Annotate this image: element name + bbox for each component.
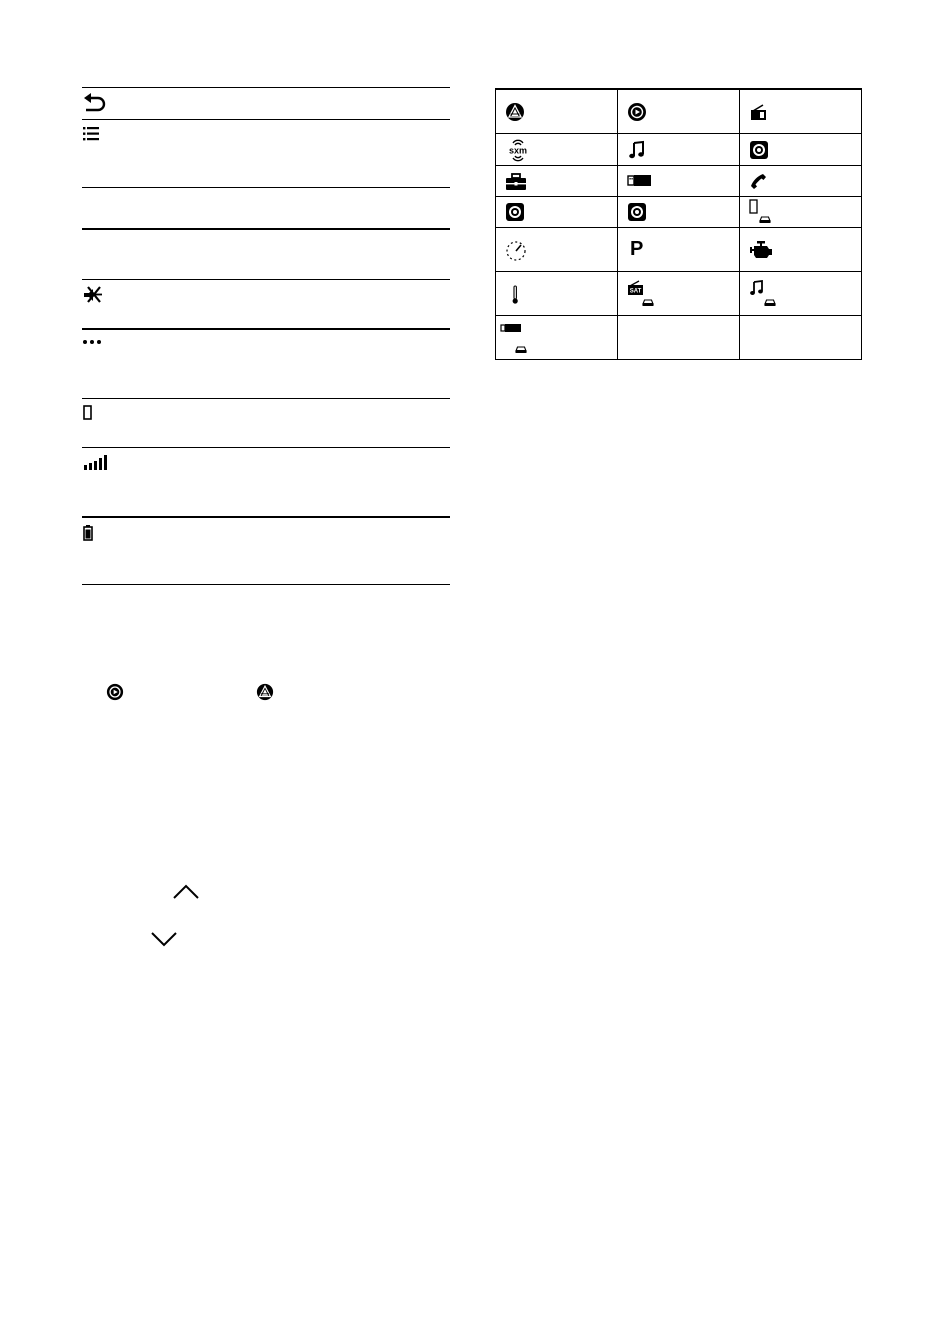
apple-carplay-icon bbox=[627, 102, 647, 122]
grid-row bbox=[496, 196, 862, 227]
list-row-signal bbox=[82, 447, 450, 516]
battery-icon bbox=[82, 523, 108, 543]
grid-cell bbox=[496, 165, 618, 196]
grid-cell bbox=[740, 133, 862, 165]
grid-cell bbox=[740, 271, 862, 315]
grid-cell bbox=[740, 89, 862, 133]
disc-icon bbox=[749, 140, 769, 160]
grid-row bbox=[496, 89, 862, 133]
grid-cell bbox=[618, 196, 740, 227]
grid-row bbox=[496, 133, 862, 165]
list-row-blank-1 bbox=[82, 187, 450, 228]
list-row-back bbox=[82, 87, 450, 119]
toolbox-icon bbox=[505, 172, 527, 192]
grid-cell bbox=[496, 227, 618, 271]
apple-carplay-icon bbox=[106, 683, 124, 701]
grid-cell bbox=[618, 133, 740, 165]
grid-cell bbox=[618, 271, 740, 315]
sat-label: SAT bbox=[629, 288, 642, 294]
chevron-down-icon bbox=[150, 930, 178, 948]
grid-cell bbox=[496, 89, 618, 133]
usb-car-icon bbox=[500, 322, 530, 354]
disc-icon bbox=[627, 202, 647, 222]
list-icon bbox=[82, 125, 108, 145]
mute-icon bbox=[82, 285, 108, 305]
siriusxm-icon bbox=[505, 138, 531, 162]
icon-description-list bbox=[82, 87, 450, 585]
usb-icon bbox=[627, 173, 653, 189]
list-row-blank-2 bbox=[82, 228, 450, 279]
grid-cell bbox=[496, 271, 618, 315]
grid-cell bbox=[618, 89, 740, 133]
grid-cell bbox=[740, 227, 862, 271]
thermometer-icon bbox=[505, 284, 525, 306]
disc-icon bbox=[505, 202, 525, 222]
grid-cell bbox=[618, 227, 740, 271]
back-arrow-icon bbox=[82, 93, 108, 113]
phone-icon bbox=[82, 404, 108, 424]
android-auto-icon bbox=[256, 683, 274, 701]
list-row-more bbox=[82, 328, 450, 398]
music-car-icon bbox=[749, 278, 779, 308]
sxm-label: sxm bbox=[508, 145, 528, 155]
list-row-mute bbox=[82, 279, 450, 328]
phone-car-icon bbox=[749, 199, 775, 225]
grid-row bbox=[496, 271, 862, 315]
list-row-battery bbox=[82, 516, 450, 585]
grid-cell bbox=[740, 165, 862, 196]
list-row-phone bbox=[82, 398, 450, 447]
android-auto-icon bbox=[505, 102, 525, 122]
grid-cell bbox=[740, 196, 862, 227]
more-options-icon bbox=[82, 335, 108, 355]
parking-icon: P bbox=[630, 237, 644, 260]
list-row-list bbox=[82, 119, 450, 187]
source-icon-grid bbox=[495, 88, 862, 360]
speedometer-icon bbox=[505, 240, 527, 262]
phone-handset-icon bbox=[749, 172, 769, 192]
grid-cell bbox=[496, 196, 618, 227]
signal-strength-icon bbox=[82, 453, 108, 473]
chevron-up-icon bbox=[172, 883, 200, 901]
engine-icon bbox=[749, 239, 775, 261]
grid-cell bbox=[496, 133, 618, 165]
grid-cell bbox=[496, 315, 618, 359]
radio-icon bbox=[749, 102, 769, 122]
grid-cell-empty bbox=[740, 315, 862, 359]
grid-row bbox=[496, 165, 862, 196]
music-note-icon bbox=[627, 140, 647, 160]
grid-row bbox=[496, 227, 862, 271]
grid-cell-empty bbox=[618, 315, 740, 359]
grid-row bbox=[496, 315, 862, 359]
sat-radio-car-icon bbox=[627, 278, 657, 308]
grid-cell bbox=[618, 165, 740, 196]
